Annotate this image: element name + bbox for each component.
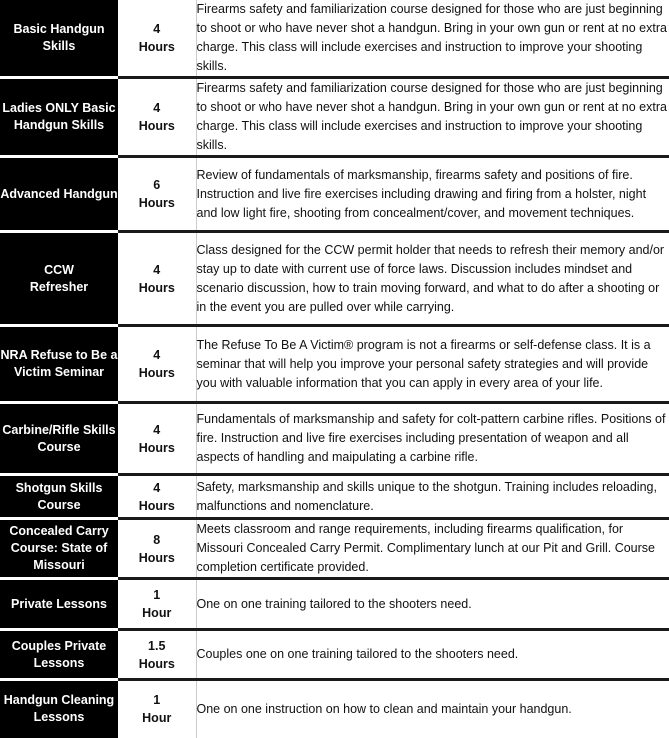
course-description-text: Safety, marksmanship and skills unique to the shotgun. Training includes reloading, malfunctions and nomenclature.	[197, 478, 669, 516]
course-description	[196, 0, 669, 78]
course-description	[196, 78, 669, 157]
course-hours: 4 Hours	[118, 78, 196, 157]
course-name: Basic Handgun Skills	[0, 0, 118, 78]
course-name: NRA Refuse to Be a Victim Seminar	[0, 326, 118, 403]
course-hours: 1 Hour	[118, 579, 196, 630]
course-name: Handgun Cleaning Lessons	[0, 680, 118, 738]
course-description-text: Review of fundamentals of marksmanship, firearms safety and positions of fire. Instruction and live fire exercises including drawing and firing from a holster, night and low light fire, shooting from concealment/cover, and movement techniques.	[197, 166, 669, 223]
course-description	[196, 579, 669, 630]
course-name: Ladies ONLY Basic Handgun Skills	[0, 78, 118, 157]
course-description	[196, 680, 669, 738]
course-description	[196, 232, 669, 326]
course-hours: 4 Hours	[118, 475, 196, 519]
table-row	[0, 630, 669, 680]
course-description-text: Couples one on one training tailored to the shooters need.	[197, 645, 669, 664]
course-name: Carbine/Rifle Skills Course	[0, 403, 118, 475]
course-description	[196, 475, 669, 519]
table-row	[0, 0, 669, 78]
course-description-text: One on one instruction on how to clean and maintain your handgun.	[197, 700, 669, 719]
course-description-text: Firearms safety and familiarization course designed for those who are just beginning to shoot or who have never shot a handgun. Bring in your own gun or rent at no extra charge. This class will include exercises and instruction to improve your shooting skills.	[197, 0, 669, 76]
course-name: Concealed Carry Course: State of Missouri	[0, 519, 118, 579]
table-row	[0, 232, 669, 326]
table-row	[0, 519, 669, 579]
course-description	[196, 403, 669, 475]
course-description	[196, 519, 669, 579]
course-name: Private Lessons	[0, 579, 118, 630]
table-row	[0, 403, 669, 475]
table-row	[0, 157, 669, 232]
course-hours: 8 Hours	[118, 519, 196, 579]
course-description-text: Firearms safety and familiarization course designed for those who are just beginning to shoot or who have never shot a handgun. Bring in your own gun or rent at no extra charge. This class will include exercises and instruction to improve your shooting skills.	[197, 79, 669, 155]
course-description	[196, 157, 669, 232]
course-hours: 1.5 Hours	[118, 630, 196, 680]
course-hours: 1 Hour	[118, 680, 196, 738]
course-description	[196, 326, 669, 403]
course-description-text: The Refuse To Be A Victim® program is not a firearms or self-defense class. It is a seminar that will help you improve your personal safety strategies and will provide you with valuable information that you can apply in every area of your life.	[197, 336, 669, 393]
course-description	[196, 630, 669, 680]
course-name: Shotgun Skills Course	[0, 475, 118, 519]
course-hours: 4 Hours	[118, 0, 196, 78]
table-row	[0, 326, 669, 403]
course-description-text: Fundamentals of marksmanship and safety for colt-pattern carbine rifles. Positions of fire. Instruction and live fire exercises including presentation of weapon and all aspects of handling and maipulating a carbine rifle.	[197, 410, 669, 467]
table-row	[0, 579, 669, 630]
table-row	[0, 680, 669, 738]
course-hours: 4 Hours	[118, 232, 196, 326]
table-row	[0, 475, 669, 519]
course-description-text: Meets classroom and range requirements, including firearms qualification, for Missouri Concealed Carry Permit. Complimentary lunch at our Pit and Grill. Course completion certificate provided.	[197, 520, 669, 577]
course-description-text: Class designed for the CCW permit holder that needs to refresh their memory and/or stay up to date with current use of force laws. Discussion includes mindset and scenario discussion, how to train moving forward, and what to do after a shooting or in the event you are pulled over while carrying.	[197, 241, 669, 317]
course-description-text: One on one training tailored to the shooters need.	[197, 595, 669, 614]
table-row	[0, 78, 669, 157]
course-name: CCW Refresher	[0, 232, 118, 326]
course-name: Couples Private Lessons	[0, 630, 118, 680]
course-hours: 4 Hours	[118, 403, 196, 475]
course-hours: 6 Hours	[118, 157, 196, 232]
course-name: Advanced Handgun	[0, 157, 118, 232]
course-hours: 4 Hours	[118, 326, 196, 403]
